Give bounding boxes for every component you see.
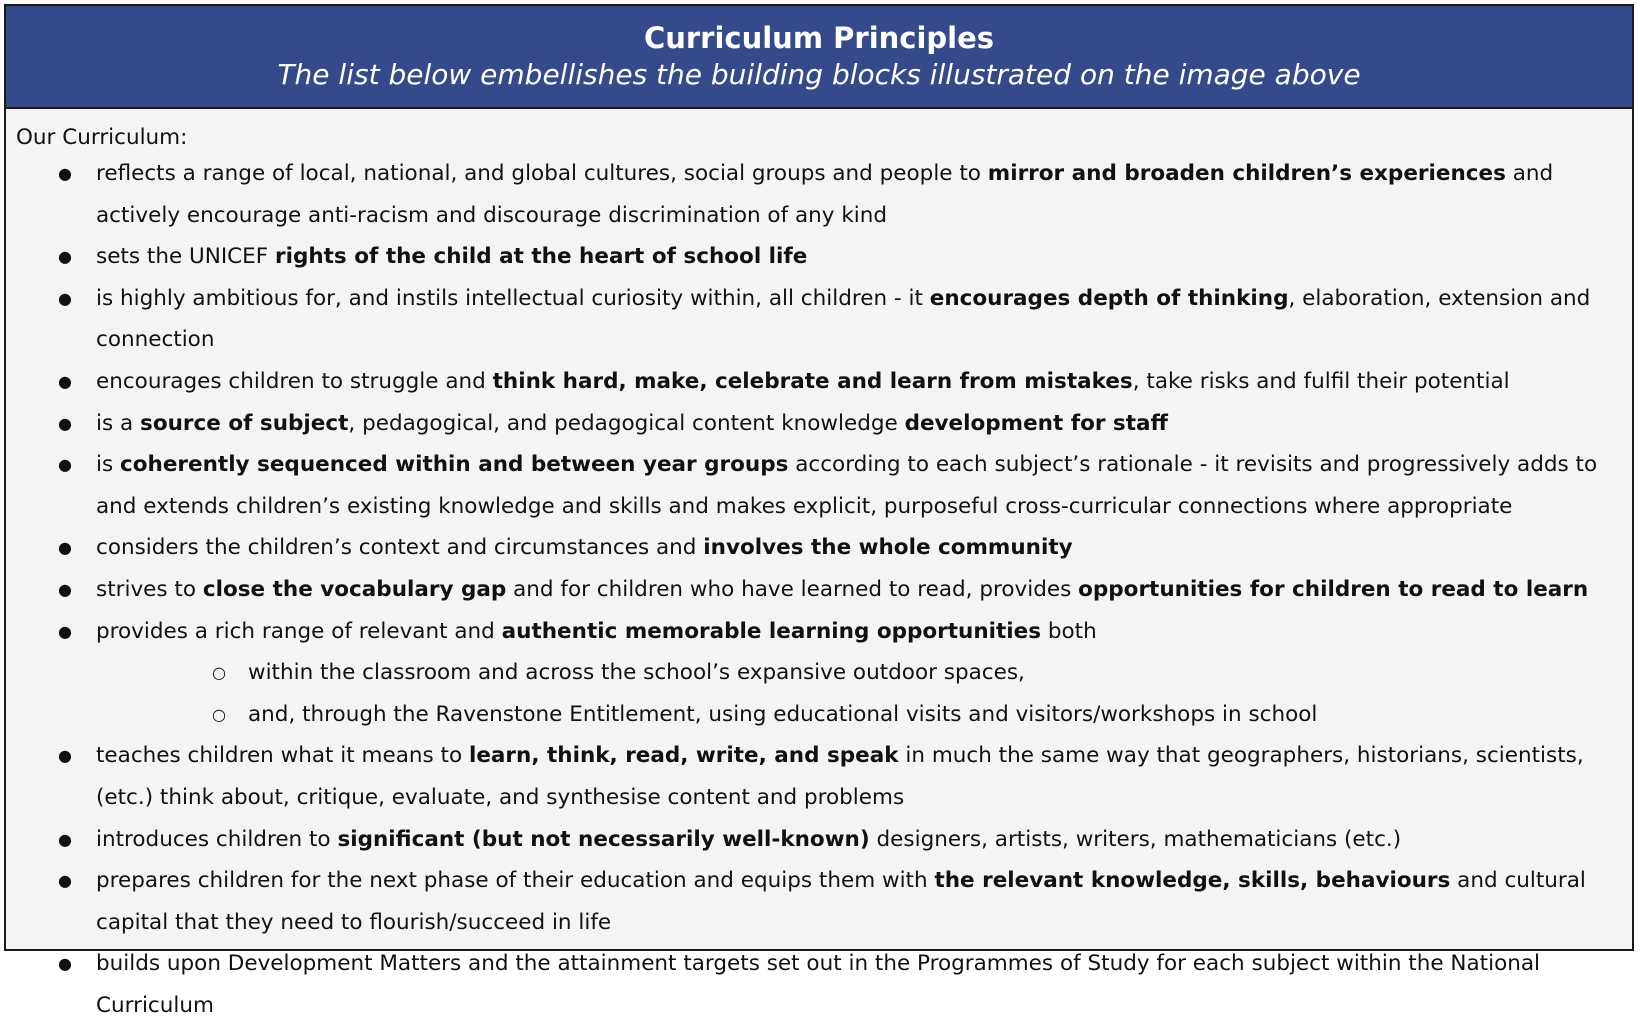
list-item: ● builds upon Development Matters and the attainment targets set out in the Programmes of Study for each subject within the National Curriculum (16, 943, 1632, 1026)
list-item: ● prepares children for the next phase of their education and equips them with the relevant knowledge, skills, behaviours and cultural capital that they need to flourish/succeed in life (16, 860, 1632, 943)
content-body (6, 109, 1632, 1026)
sub-list-item: ○ and, through the Ravenstone Entitlement, using educational visits and visitors/workshops in school (96, 694, 1612, 736)
intro-text: Our Curriculum: (16, 125, 188, 150)
list-item: ● is highly ambitious for, and instils intellectual curiosity within, all children - it encourages depth of thinking, elaboration, extension and connection (16, 278, 1632, 361)
sub-list (96, 652, 1612, 735)
list-item: ● considers the children’s context and circumstances and involves the whole community (16, 527, 1632, 569)
list-item: ● reflects a range of local, national, and global cultures, social groups and people to mirror and broaden children’s experiences and actively encourage anti-racism and discourage discrimination of any kind (16, 153, 1632, 236)
page-subtitle: The list below embellishes the building blocks illustrated on the image above (277, 58, 1361, 91)
list-item: ● strives to close the vocabulary gap and for children who have learned to read, provides opportunities for children to read to learn (16, 569, 1632, 611)
principles-list (16, 153, 1632, 1026)
list-item: ● encourages children to struggle and think hard, make, celebrate and learn from mistakes, take risks and fulfil their potential (16, 361, 1632, 403)
curriculum-panel (4, 4, 1634, 1018)
list-item: ● introduces children to significant (but not necessarily well-known) designers, artists, writers, mathematicians (etc.) (16, 819, 1632, 861)
header-banner (6, 6, 1632, 109)
list-item: ● is coherently sequenced within and between year groups according to each subject’s rationale - it revisits and progressively adds to and extends children’s existing knowledge and skills and makes explicit, purposeful cross-curricular connections where appropriate (16, 444, 1632, 527)
list-item: ● sets the UNICEF rights of the child at the heart of school life (16, 236, 1632, 278)
list-item: ● teaches children what it means to learn, think, read, write, and speak in much the same way that geographers, historians, scientists, (etc.) think about, critique, evaluate, and synthesise content and problems (16, 735, 1632, 818)
list-item: ● is a source of subject, pedagogical, and pedagogical content knowledge development for staff (16, 403, 1632, 445)
sub-list-item: ○ within the classroom and across the school’s expansive outdoor spaces, (96, 652, 1612, 694)
list-item: ● provides a rich range of relevant and authentic memorable learning opportunities both ○ within the classroom and across the school’s expansive outdoor spaces, ○ and, through the Ravenstone Entitlement, using educational visits and visitors/workshops in school (16, 611, 1632, 736)
page-title: Curriculum Principles (643, 21, 995, 55)
